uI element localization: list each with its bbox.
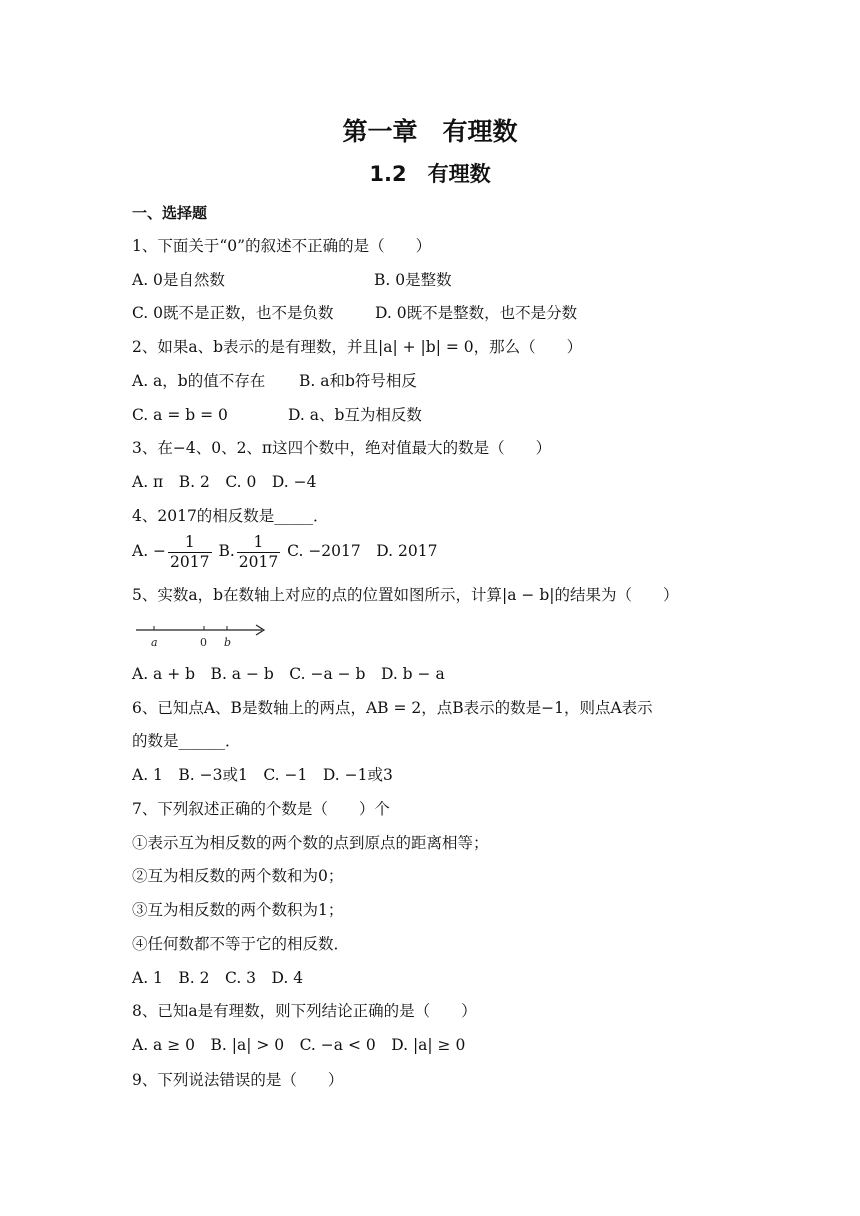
q6-stem-line2: 的数是______．: [132, 732, 241, 750]
q7-options: A. 1 B. 2 C. 3 D. 4: [132, 969, 304, 987]
q8-stem: 8、已知a是有理数，则下列结论正确的是（ ）: [132, 1002, 477, 1020]
q7-statement-3: ③互为相反数的两个数积为1；: [132, 901, 344, 919]
q4-option-b-fraction: [237, 533, 280, 572]
q4-option-b-denominator: 2017: [238, 552, 279, 571]
q6-stem-line1: 6、已知点A、B是数轴上的两点，AB = 2，点B表示的数是−1，则点A表示: [132, 699, 653, 717]
q4-option-b-numerator: 1: [253, 532, 264, 551]
part-title: 一、选择题: [132, 204, 208, 222]
q2-option-c: C. a = b = 0: [132, 406, 228, 424]
q7-statement-1: ①表示互为相反数的两个数的点到原点的距离相等；: [132, 834, 489, 852]
q8-options: A. a ≥ 0 B. |a| > 0 C. −a < 0 D. |a| ≥ 0: [132, 1036, 466, 1054]
q1-option-d: D. 0既不是整数，也不是分数: [375, 304, 578, 322]
q1-option-c: C. 0既不是正数，也不是负数: [132, 304, 334, 322]
q4-stem: 4、2017的相反数是_____．: [132, 507, 329, 525]
q4-option-a-fraction: [168, 533, 211, 572]
q9-stem: 9、下列说法错误的是（ ）: [132, 1071, 344, 1089]
q7-statement-4: ④任何数都不等于它的相反数．: [132, 935, 350, 953]
label-b: b: [224, 636, 232, 649]
q4-option-b-label: B.: [218, 542, 235, 560]
section-title: 1.2 有理数: [369, 162, 491, 186]
q4-option-a-denominator: 2017: [170, 552, 210, 571]
label-a: a: [151, 636, 158, 649]
q2-stem: 2、如果a、b表示的是有理数，并且|a| + |b| = 0，那么（ ）: [132, 338, 583, 356]
q7-statement-2: ②互为相反数的两个数和为0；: [132, 867, 344, 885]
q5-options: A. a + b B. a − b C. −a − b D. b − a: [132, 665, 445, 683]
q1-stem: 1、下面关于“0”的叙述不正确的是（ ）: [132, 237, 432, 255]
q7-stem: 7、下列叙述正确的个数是（ ）个: [132, 800, 390, 818]
q5-stem: 5、实数a，b在数轴上对应的点的位置如图所示，计算|a − b|的结果为（ ）: [132, 586, 679, 604]
q1-option-b: B. 0是整数: [374, 271, 452, 289]
q2-option-b: B. a和b符号相反: [299, 372, 417, 390]
q4-option-a-numerator: 1: [184, 532, 195, 551]
q2-option-a: A. a，b的值不存在: [132, 372, 266, 390]
label-0: 0: [200, 636, 207, 649]
number-line-figure: [132, 618, 272, 652]
q3-options: A. π B. 2 C. 0 D. −4: [132, 473, 317, 491]
q1-option-a: A. 0是自然数: [132, 271, 225, 289]
q2-option-d: D. a、b互为相反数: [288, 406, 422, 424]
q6-options: A. 1 B. −3或1 C. −1 D. −1或3: [132, 766, 393, 784]
q4-option-a-label: A. −: [132, 542, 167, 560]
q4-options: [132, 532, 437, 572]
q3-stem: 3、在−4、0、2、π这四个数中，绝对值最大的数是（ ）: [132, 439, 552, 457]
chapter-title: 第一章 有理数: [342, 117, 518, 146]
q4-option-cd: C. −2017 D. 2017: [287, 542, 438, 560]
